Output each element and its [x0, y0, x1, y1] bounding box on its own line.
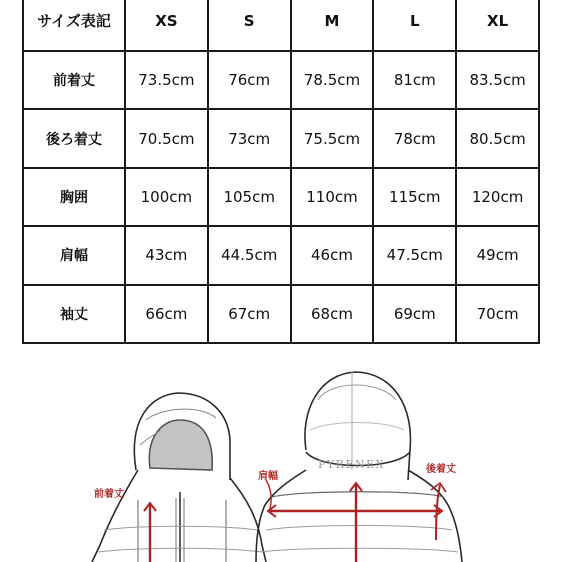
table-cell: 110cm	[291, 168, 374, 226]
back-length-label: 後着丈	[426, 464, 456, 475]
front-length-marker	[144, 503, 156, 562]
table-cell: 80.5cm	[456, 109, 539, 167]
table-cell: 69cm	[373, 285, 456, 343]
jacket-front-drawing	[92, 393, 266, 562]
table-row	[23, 226, 539, 284]
row-label: 肩幅	[23, 226, 125, 284]
table-cell: 81cm	[373, 51, 456, 109]
table-cell: 47.5cm	[373, 226, 456, 284]
table-cell: 67cm	[208, 285, 291, 343]
table-cell: 105cm	[208, 168, 291, 226]
table-cell: 68cm	[291, 285, 374, 343]
back-length-marker	[350, 483, 362, 562]
brand-logo: PYRENEX	[318, 458, 385, 471]
table-cell: 70cm	[456, 285, 539, 343]
table-cell: 49cm	[456, 226, 539, 284]
table-cell: 76cm	[208, 51, 291, 109]
table-header-row	[23, 0, 539, 51]
header-m: M	[291, 0, 374, 51]
table-cell: 46cm	[291, 226, 374, 284]
table-row	[23, 285, 539, 343]
header-size-label: サイズ表記	[23, 0, 125, 51]
table-row	[23, 109, 539, 167]
header-s: S	[208, 0, 291, 51]
table-cell: 78cm	[373, 109, 456, 167]
table-cell: 44.5cm	[208, 226, 291, 284]
table-cell: 100cm	[125, 168, 208, 226]
shoulder-width-label: 肩幅	[258, 471, 278, 482]
row-label: 袖丈	[23, 285, 125, 343]
front-length-label: 前着丈	[94, 489, 124, 500]
table-cell: 70.5cm	[125, 109, 208, 167]
size-table	[22, 0, 540, 344]
header-xs: XS	[125, 0, 208, 51]
table-cell: 73.5cm	[125, 51, 208, 109]
row-label: 前着丈	[23, 51, 125, 109]
row-label: 後ろ着丈	[23, 109, 125, 167]
table-cell: 73cm	[208, 109, 291, 167]
table-row	[23, 51, 539, 109]
table-cell: 83.5cm	[456, 51, 539, 109]
header-l: L	[373, 0, 456, 51]
table-cell: 78.5cm	[291, 51, 374, 109]
table-row	[23, 168, 539, 226]
header-xl: XL	[456, 0, 539, 51]
table-cell: 66cm	[125, 285, 208, 343]
table-cell: 43cm	[125, 226, 208, 284]
row-label: 胸囲	[23, 168, 125, 226]
table-cell: 120cm	[456, 168, 539, 226]
jacket-measurement-illustration	[0, 355, 562, 562]
table-cell: 115cm	[373, 168, 456, 226]
table-cell: 75.5cm	[291, 109, 374, 167]
